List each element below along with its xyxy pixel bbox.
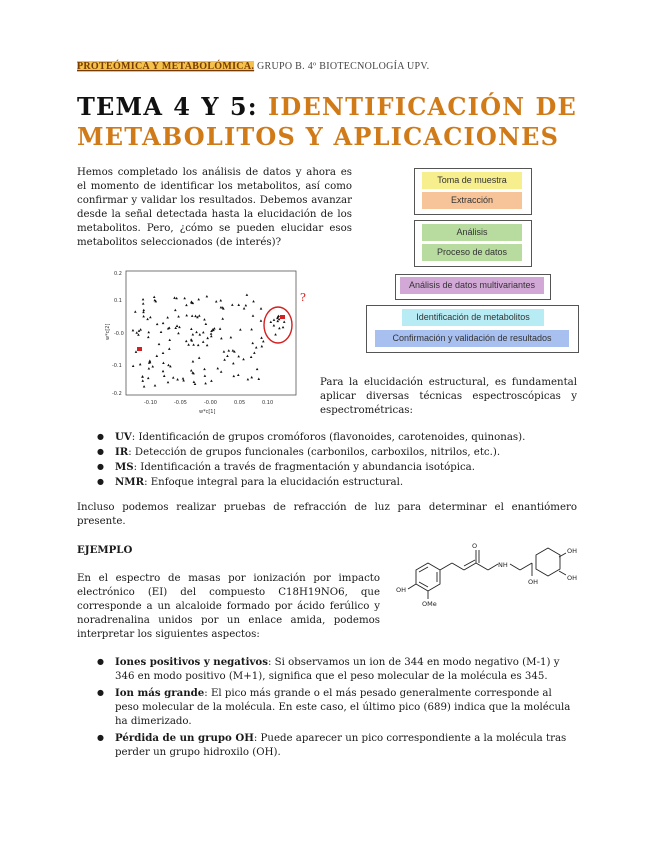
scatter-point <box>176 325 179 327</box>
scatter-point <box>141 379 144 381</box>
scatter-point <box>183 297 186 299</box>
scatter-point <box>250 356 253 358</box>
technique-key: IR <box>115 446 129 458</box>
scatter-ytick: 0.1 <box>114 298 122 304</box>
scatter-point <box>220 370 223 372</box>
scatter-point <box>274 333 277 335</box>
header-group: GRUPO B. 4º BIOTECNOLOGÍA UPV. <box>254 61 430 72</box>
scatter-point <box>199 333 202 335</box>
scatter-point <box>223 358 226 360</box>
structural-intro: Para la elucidación estructural, es fundamental aplicar diversas técnicas espectroscópicas y espectrométricas: <box>320 377 577 416</box>
scatter-xtick: -0.10 <box>144 400 157 406</box>
scatter-point <box>147 377 150 379</box>
aspect-text: : Si observamos un ion de 344 en modo negativo (M-1) y 346 en modo positivo (M+1), significa que el peso molecular de la molécula es 345. <box>115 657 560 682</box>
scatter-point <box>252 300 255 302</box>
workflow-step-identification: Identificación de metabolitos <box>402 309 544 326</box>
scatter-svg <box>102 265 312 415</box>
scatter-point <box>149 316 152 318</box>
scatter-point <box>260 319 263 321</box>
scatter-point <box>162 322 165 324</box>
scatter-point <box>132 365 135 367</box>
workflow-step-processing: Proceso de datos <box>422 244 522 261</box>
list-item <box>77 475 577 490</box>
technique-key: MS <box>115 461 134 473</box>
scatter-point <box>147 331 150 333</box>
scatter-point <box>148 367 151 369</box>
scatter-point <box>253 351 256 353</box>
scatter-point <box>142 298 145 300</box>
scatter-point <box>237 304 240 306</box>
scatter-point <box>219 299 222 301</box>
scatter-point <box>134 310 137 312</box>
list-item <box>77 430 577 445</box>
scatter-point <box>210 335 213 337</box>
molecule-oh-label: OH <box>528 578 539 586</box>
aspect-key: Iones positivos y negativos <box>115 656 268 668</box>
scatter-point <box>215 300 218 302</box>
scatter-point <box>169 365 172 367</box>
scatter-point <box>273 318 276 320</box>
scatter-point <box>163 375 166 377</box>
list-item <box>77 460 577 475</box>
scatter-point <box>245 304 248 306</box>
scatter-point <box>246 293 249 295</box>
scatter-point <box>206 295 209 297</box>
scatter-point <box>243 307 246 309</box>
scatter-point <box>153 299 156 301</box>
scatter-point <box>142 302 145 304</box>
scatter-point <box>142 315 145 317</box>
scatter-point <box>197 344 200 346</box>
scatter-point <box>190 369 193 371</box>
scatter-point <box>216 367 219 369</box>
technique-key: UV <box>115 431 132 443</box>
scatter-point <box>221 317 224 319</box>
scatter-point <box>192 360 195 362</box>
scatter-ytick: -0.1 <box>112 363 122 369</box>
scatter-point <box>195 331 198 333</box>
list-item <box>77 686 577 729</box>
scatter-point <box>135 331 138 333</box>
scatter-point <box>237 374 240 376</box>
scatter-xtick: -0.00 <box>204 400 217 406</box>
scatter-point <box>251 342 254 344</box>
scatter-point <box>162 352 165 354</box>
scatter-xlabel: w*c[1] <box>199 409 216 415</box>
scatter-ytick: -0.2 <box>112 391 122 397</box>
scatter-point <box>185 304 188 306</box>
scatter-point <box>257 378 260 380</box>
scatter-point <box>160 331 163 333</box>
scatter-point <box>167 381 170 383</box>
aspects-list <box>77 655 577 760</box>
technique-text: : Identificación de grupos cromóforos (flavonoides, carotenoides, quinonas). <box>131 432 526 443</box>
scatter-point <box>260 307 263 309</box>
scatter-point <box>250 376 253 378</box>
scatter-point <box>204 382 207 384</box>
scatter-point <box>139 328 142 330</box>
scatter-point <box>210 379 213 381</box>
scatter-xtick: -0.05 <box>174 400 187 406</box>
workflow-step-multivariate: Análisis de datos multivariantes <box>400 277 544 294</box>
scatter-point <box>151 365 154 367</box>
page-title <box>77 92 577 152</box>
scatter-xtick: 0.05 <box>234 400 246 406</box>
example-paragraph: En el espectro de masas por ionización por impacto electrónico (EI) del compuesto C18H19NO6, que corresponde a un alcaloide formado por ácido ferúlico y noradrenalina unidos por un enlace amida, podemos interpretar los siguientes aspectos: <box>77 573 380 640</box>
document-header <box>77 61 429 72</box>
scatter-point <box>232 349 235 351</box>
techniques-list <box>77 430 577 490</box>
scatter-point <box>173 296 176 298</box>
scatter-point <box>191 315 194 317</box>
scatter-point <box>190 328 193 330</box>
scatter-point <box>262 340 265 342</box>
scatter-point <box>135 350 138 352</box>
scatter-point <box>232 362 235 364</box>
scatter-ytick: -0.0 <box>114 331 124 337</box>
loadings-scatter-plot <box>102 265 312 415</box>
scatter-point <box>168 339 171 341</box>
scatter-point <box>190 338 193 340</box>
scatter-point <box>142 309 145 311</box>
molecule-svg <box>392 520 587 612</box>
scatter-point <box>230 336 233 338</box>
scatter-ylabel: w*c[2] <box>105 323 111 340</box>
scatter-point <box>172 376 175 378</box>
header-course: PROTEÓMICA Y METABOLÓMICA. <box>77 61 255 72</box>
scatter-point <box>227 349 230 351</box>
scatter-point <box>231 303 234 305</box>
scatter-point <box>252 314 255 316</box>
scatter-point <box>175 297 178 299</box>
scatter-question-mark: ? <box>300 291 306 304</box>
scatter-point <box>205 323 208 325</box>
workflow-step-validation: Confirmación y validación de resultados <box>375 330 569 347</box>
scatter-point <box>250 328 253 330</box>
scatter-point <box>178 326 181 328</box>
scatter-point <box>203 318 206 320</box>
scatter-point <box>132 329 135 331</box>
molecule-oh-label: OH <box>567 574 578 582</box>
scatter-point <box>247 378 250 380</box>
scatter-point <box>223 350 226 352</box>
list-item <box>77 655 577 684</box>
scatter-point <box>220 337 223 339</box>
scatter-point <box>162 362 165 364</box>
scatter-point <box>162 370 165 372</box>
scatter-point <box>166 316 169 318</box>
technique-text: : Detección de grupos funcionales (carbonilos, carboxilos, nitrilos, etc.). <box>128 447 501 458</box>
workflow-step-sampling: Toma de muestra <box>422 172 522 189</box>
technique-text: : Identificación a través de fragmentación y abundancia isotópica. <box>133 462 475 473</box>
molecule-ome-label: OMe <box>422 600 437 608</box>
scatter-point <box>153 296 156 298</box>
technique-key: NMR <box>115 476 145 488</box>
scatter-point <box>261 345 264 347</box>
scatter-point <box>147 336 150 338</box>
scatter-point <box>203 368 206 370</box>
scatter-point <box>197 298 200 300</box>
scatter-point <box>202 331 205 333</box>
scatter-point <box>143 385 146 387</box>
scatter-point <box>210 332 213 334</box>
scatter-point <box>213 327 216 329</box>
scatter-point <box>194 383 197 385</box>
scatter-point <box>177 332 180 334</box>
scatter-xtick: 0.10 <box>262 400 274 406</box>
scatter-point <box>185 314 188 316</box>
scatter-point <box>206 337 209 339</box>
aspect-key: Ion más grande <box>115 687 205 699</box>
molecule-structure <box>392 520 587 612</box>
scatter-ytick: 0.2 <box>114 271 122 277</box>
molecule-oh-label: OH <box>567 547 578 555</box>
scatter-point <box>242 358 245 360</box>
title-subject: IDENTIFICACIÓN DE METABOLITOS Y APLICACIONES <box>77 92 577 151</box>
workflow-step-analysis: Análisis <box>422 224 522 241</box>
scatter-point <box>270 321 273 323</box>
scatter-point <box>156 323 159 325</box>
scatter-point <box>139 363 142 365</box>
scatter-point <box>168 347 171 349</box>
scatter-point <box>193 381 196 383</box>
scatter-point <box>192 343 195 345</box>
refraction-paragraph: Incluso podemos realizar pruebas de refracción de luz para determinar el enantiómero presente. <box>77 502 577 527</box>
aspect-text: : El pico más grande o el más pesado generalmente corresponde al peso molecular de la molécula. En este caso, el último pico (689) indica que la molécula ha dimerizado. <box>115 688 571 727</box>
scatter-point <box>273 324 276 326</box>
scatter-point <box>174 309 177 311</box>
scatter-point <box>237 355 240 357</box>
scatter-point <box>192 333 195 335</box>
scatter-point <box>260 336 263 338</box>
scatter-point <box>176 378 179 380</box>
scatter-point <box>177 315 180 317</box>
scatter-point <box>255 346 258 348</box>
scatter-point <box>158 343 161 345</box>
molecule-o-label: O <box>472 542 478 550</box>
scatter-point <box>283 320 286 322</box>
scatter-point <box>167 364 170 366</box>
aspect-text: : Puede aparecer un pico correspondiente a la molécula tras perder un grupo hidroxilo (OH). <box>115 733 567 758</box>
scatter-point <box>198 356 201 358</box>
scatter-point <box>198 314 201 316</box>
scatter-point <box>187 343 190 345</box>
scatter-point <box>156 355 159 357</box>
scatter-point <box>154 384 157 386</box>
workflow-step-extraction: Extracción <box>422 192 522 209</box>
scatter-point <box>239 328 242 330</box>
scatter-point <box>185 340 188 342</box>
scatter-point <box>182 377 185 379</box>
scatter-point <box>278 327 281 329</box>
molecule-nh-label: NH <box>498 561 508 569</box>
scatter-point <box>182 379 185 381</box>
scatter-point <box>206 344 209 346</box>
scatter-point <box>256 368 259 370</box>
scatter-point <box>226 355 229 357</box>
scatter-point <box>146 318 149 320</box>
scatter-point <box>220 306 223 308</box>
technique-text: : Enfoque integral para la elucidación estructural. <box>144 477 404 488</box>
scatter-point <box>204 375 207 377</box>
example-heading: EJEMPLO <box>77 544 133 556</box>
scatter-point <box>219 327 222 329</box>
intro-paragraph: Hemos completado los análisis de datos y ahora es el momento de identificar los metabolitos, así como confirmar y validar los resultados. Debemos avanzar desde la señal detectada hasta la elucidación de los metabolitos. Pero, ¿cómo se pueden elucidar esos metabolitos seleccionados (de interés)? <box>77 167 352 248</box>
title-topic: TEMA 4 Y 5: <box>77 92 268 121</box>
list-item <box>77 445 577 460</box>
scatter-point <box>282 326 285 328</box>
molecule-oh-label: OH <box>396 586 407 594</box>
scatter-point <box>232 375 235 377</box>
list-item <box>77 731 577 760</box>
scatter-point <box>194 315 197 317</box>
aspect-key: Pérdida de un grupo OH <box>115 732 254 744</box>
scatter-point <box>202 340 205 342</box>
scatter-point <box>149 360 152 362</box>
